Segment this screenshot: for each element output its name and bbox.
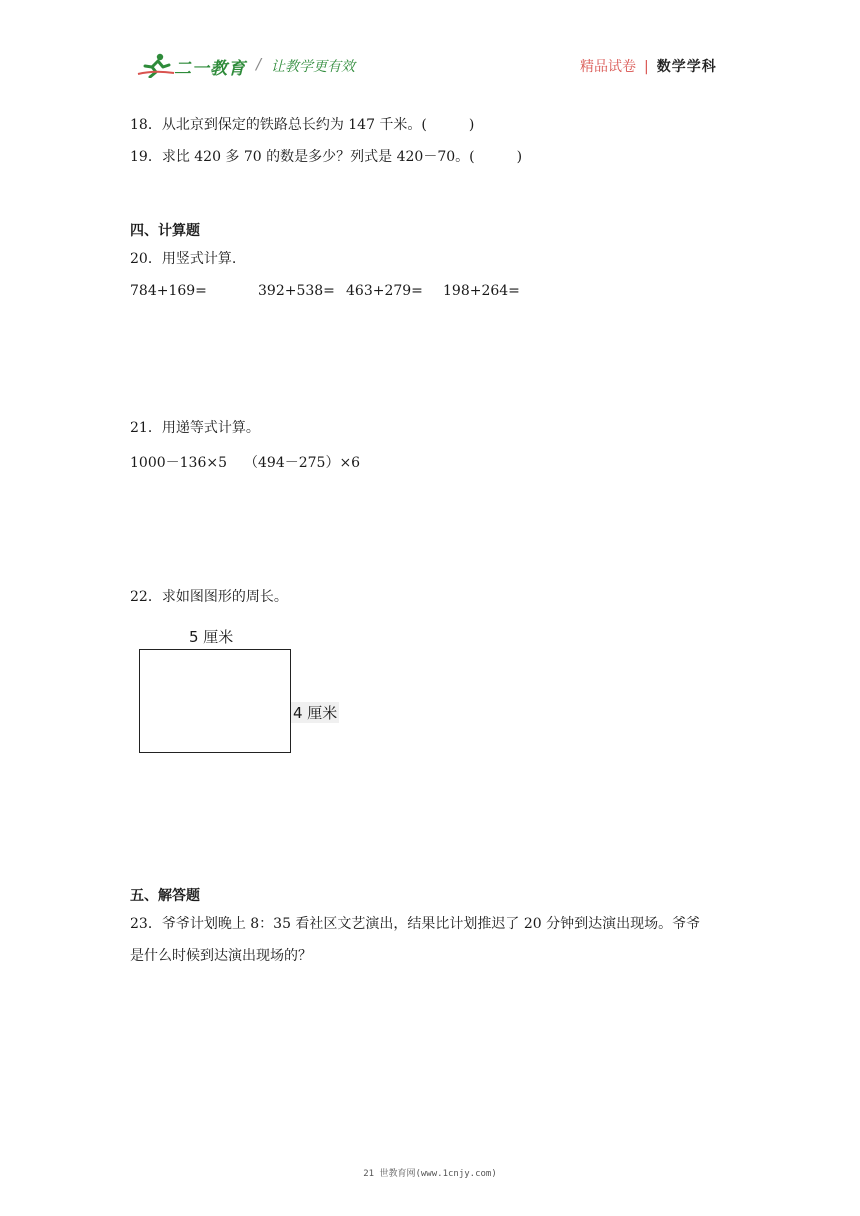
expression-4: 198+264= (443, 283, 520, 299)
expression-1: 784+169= (130, 283, 207, 299)
question-20-prompt: 20．用竖式计算. (130, 251, 237, 267)
expression-6: （494－275）×6 (244, 455, 361, 471)
question-23-line-1: 23．爷爷计划晚上 8：35 看社区文艺演出，结果比计划推迟了 20 分钟到达演出现场。爷爷 (130, 916, 701, 932)
logo-separator: / (256, 55, 262, 73)
footer-source: 21 世教育网(www.1cnjy.com) (363, 1169, 497, 1179)
expression-3: 463+279= (346, 283, 423, 299)
width-label: 5 厘米 (189, 628, 234, 646)
question-22-prompt: 22．求如图图形的周长。 (130, 589, 288, 605)
question-21-prompt: 21．用递等式计算。 (130, 420, 260, 436)
slogan: 让教学更有效 (271, 59, 355, 75)
rectangle-figure (139, 649, 291, 753)
height-label: 4 厘米 (293, 704, 338, 722)
question-19: 19．求比 420 多 70 的数是多少？列式是 420－70。( ) (130, 149, 523, 165)
logo-text: 二一教育 (174, 59, 246, 79)
section-4-heading: 四、计算题 (130, 223, 200, 239)
runner-logo-icon (136, 52, 176, 78)
expression-2: 392+538= (258, 283, 335, 299)
section-5-heading: 五、解答题 (130, 888, 200, 904)
header-right (580, 56, 717, 76)
question-18: 18．从北京到保定的铁路总长约为 147 千米。( ) (130, 117, 475, 133)
subject-label: 数学学科 (656, 59, 717, 75)
quality-tag: 精品试卷 (580, 59, 636, 75)
header-bar: | (644, 59, 649, 75)
question-23-line-2: 是什么时候到达演出现场的？ (130, 948, 312, 964)
expression-5: 1000－136×5 (130, 455, 227, 471)
